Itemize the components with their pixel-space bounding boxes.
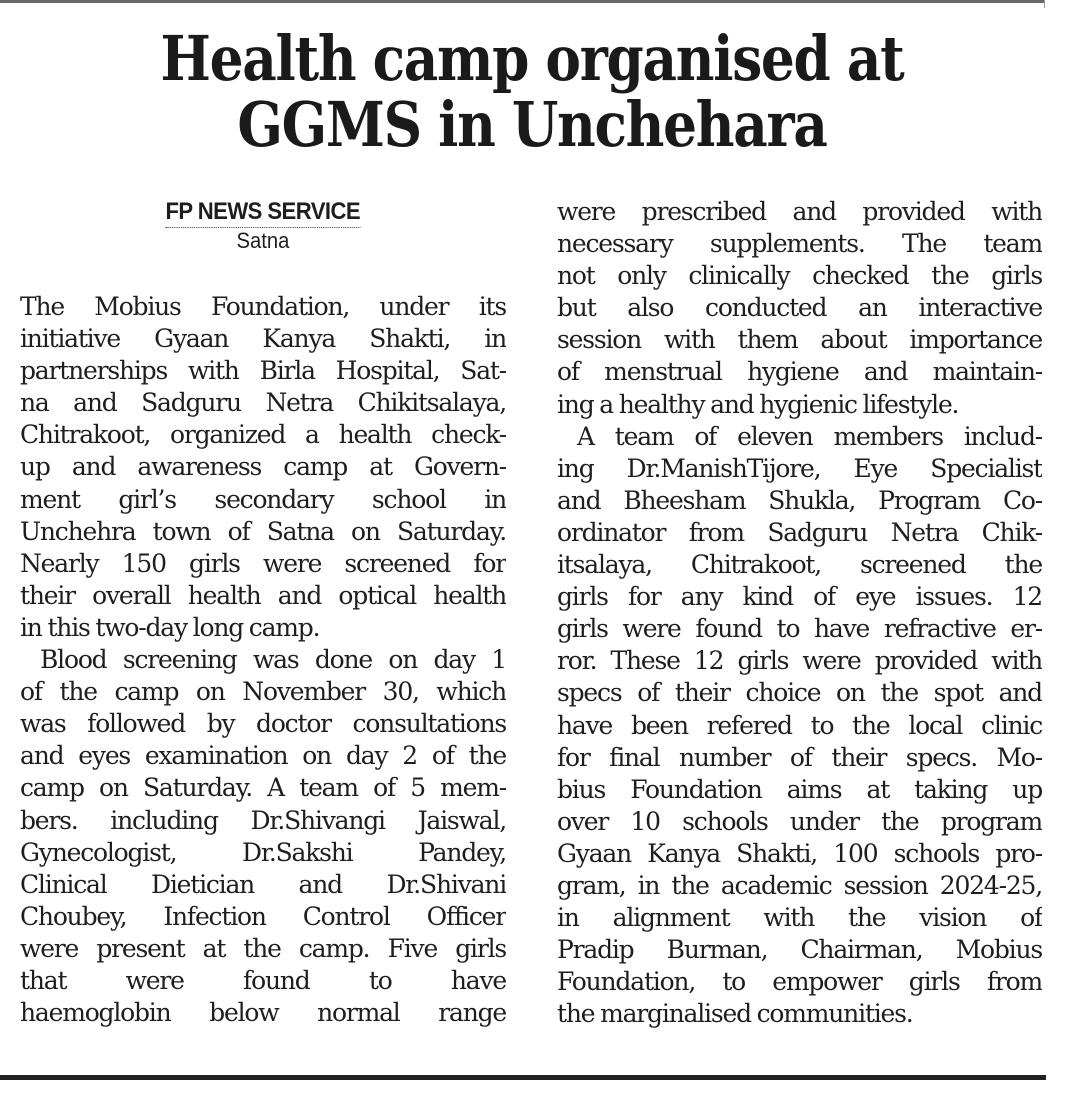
article-text-line: Chitrakoot, organized a health check- xyxy=(20,420,506,450)
article-text-line: and eyes examination on day 2 of the xyxy=(20,741,506,771)
article-text-line: ment girl’s secondary school in xyxy=(20,484,506,514)
article-text-line: itsalaya, Chitrakoot, screened the xyxy=(557,550,1042,580)
article-text-line: specs of their choice on the spot and xyxy=(557,678,1042,708)
article-text-line: camp on Saturday. A team of 5 mem- xyxy=(20,773,506,803)
article-text-line: na and Sadguru Netra Chikitsalaya, xyxy=(20,388,506,418)
article-text-line: Gyaan Kanya Shakti, 100 schools pro- xyxy=(557,838,1042,868)
article-text-line: ing a healthy and hygienic lifestyle. xyxy=(557,389,959,419)
headline-line: Health camp organised at xyxy=(160,22,904,95)
article-text-line: The Mobius Foundation, under its xyxy=(20,292,506,321)
article-text-line: session with them about importance xyxy=(557,325,1042,355)
article-text-line: Unchehra town of Satna on Saturday. xyxy=(20,516,506,546)
article-text-line: and Bheesham Shukla, Program Co- xyxy=(557,485,1042,515)
article-text-line: girls were found to have refractive er- xyxy=(557,614,1042,644)
article-text-line: was followed by doctor consultations xyxy=(20,709,506,739)
article-text-line: have been refered to the local clinic xyxy=(557,710,1042,740)
top-rule xyxy=(0,0,1045,3)
article-text-line: that were found to have xyxy=(20,965,506,995)
article-text-line: not only clinically checked the girls xyxy=(557,261,1042,291)
article-column-right xyxy=(557,196,1042,1030)
article-text-line: Choubey, Infection Control Officer xyxy=(20,901,506,931)
article-text-line: the marginalised communities. xyxy=(557,999,913,1029)
article-text-line: in alignment with the vision of xyxy=(557,903,1042,933)
headline xyxy=(74,22,989,161)
article-text-line: of menstrual hygiene and maintain- xyxy=(557,357,1042,387)
article-text-line: ror. These 12 girls were provided with xyxy=(557,646,1042,676)
article-text-line: for final number of their specs. Mo- xyxy=(557,742,1042,772)
article-text-line: Foundation, to empower girls from xyxy=(557,967,1042,997)
article-text-line: Gynecologist, Dr.Sakshi Pandey, xyxy=(20,837,506,867)
article-text-line: haemoglobin below normal range xyxy=(20,998,506,1028)
article-text-line: Pradip Burman, Chairman, Mobius xyxy=(557,935,1042,965)
right-rule xyxy=(1044,0,1045,8)
article-text-line: initiative Gyaan Kanya Shakti, in xyxy=(20,324,506,354)
headline-line: GGMS in Unchehara xyxy=(237,88,827,161)
article-text-line: of the camp on November 30, which xyxy=(20,677,506,707)
article-text-line: bers. including Dr.Shivangi Jaiswal, xyxy=(20,805,506,835)
byline-location: Satna xyxy=(236,228,290,253)
article-text-line: were present at the camp. Five girls xyxy=(20,933,506,963)
article-text-line: necessary supplements. The team xyxy=(557,229,1042,259)
article-text-line: in this two-day long camp. xyxy=(20,612,320,642)
article-column-left xyxy=(20,291,506,1029)
article-text-line: their overall health and optical health xyxy=(20,580,506,610)
article-text-line: over 10 schools under the program xyxy=(557,806,1042,836)
article-text-line: girls for any kind of eye issues. 12 xyxy=(557,582,1042,612)
article-text-line: bius Foundation aims at taking up xyxy=(557,774,1042,804)
article-text-line: Clinical Dietician and Dr.Shivani xyxy=(20,869,506,899)
article-text-line: A team of eleven members includ- xyxy=(577,421,1042,451)
byline-agency: FP NEWS SERVICE xyxy=(166,198,361,228)
article-text-line: but also conducted an interactive xyxy=(557,293,1042,323)
bottom-rule xyxy=(0,1075,1046,1080)
article-text-line: Blood screening was done on day 1 xyxy=(40,645,506,675)
article-text-line: Nearly 150 girls were screened for xyxy=(20,548,506,578)
article-text-line: ordinator from Sadguru Netra Chik- xyxy=(557,517,1042,547)
article-text-line: gram, in the academic session 2024-25, xyxy=(557,870,1042,900)
article-text-line: were prescribed and provided with xyxy=(557,197,1042,226)
article-text-line: partnerships with Birla Hospital, Sat- xyxy=(20,356,506,386)
article-text-line: ing Dr.ManishTijore, Eye Specialist xyxy=(557,453,1042,483)
byline xyxy=(150,198,376,254)
article-text-line: up and awareness camp at Govern- xyxy=(20,452,506,482)
